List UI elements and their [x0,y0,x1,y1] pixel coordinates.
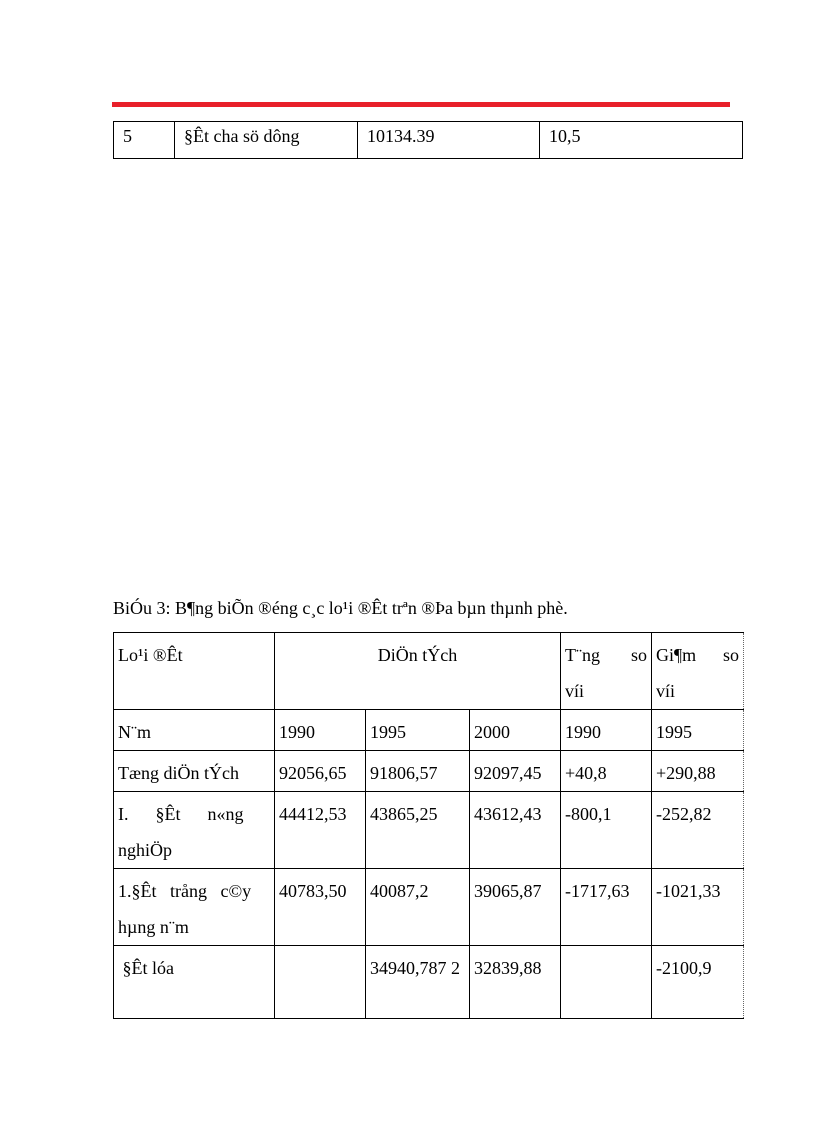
header-rule [112,102,730,107]
header-decrease-word: Gi¶m [656,645,697,665]
table-cell [561,946,652,1019]
table-cell: 2000 [470,710,561,751]
header-decrease [652,633,744,710]
table-row [114,122,743,159]
row-label-line-1: 1.§Êt trång c©y [118,881,252,901]
top-table [113,121,743,159]
table-row [114,751,744,792]
table-cell: 40783,50 [275,869,366,946]
table-cell: -800,1 [561,792,652,869]
header-increase-voi: víi [565,681,585,701]
table-cell: 44412,53 [275,792,366,869]
table-cell: 10,5 [540,122,743,159]
table-cell: 1995 [652,710,744,751]
table-cell: 92097,45 [470,751,561,792]
table-cell: -1717,63 [561,869,652,946]
table-cell: -252,82 [652,792,744,869]
header-land-type: Lo¹i ®Êt [114,633,275,710]
row-label-line-1: I. §Êt n«ng [118,804,244,824]
table-cell: 1990 [561,710,652,751]
table-cell: 1990 [275,710,366,751]
table-row [114,869,744,946]
table-cell [275,946,366,1019]
table-cell: 92056,65 [275,751,366,792]
row-label [114,869,275,946]
table-cell: N¨m [114,710,275,751]
table-cell: 1995 [366,710,470,751]
table-cell: -1021,33 [652,869,744,946]
table-cell: 39065,87 [470,869,561,946]
row-label [114,792,275,869]
row-label-line-2: nghiÖp [118,840,172,860]
header-increase-so: so [630,645,647,665]
table-cell: 34940,787 2 [366,946,470,1019]
table-cell: 91806,57 [366,751,470,792]
row-label-line-2: hµng n¨m [118,917,189,937]
table-cell: +290,88 [652,751,744,792]
row-label: §Êt lóa [114,946,275,1019]
table-cell: §Êt cha sö dông [175,122,358,159]
table-header-row [114,633,744,710]
table-cell: 43865,25 [366,792,470,869]
table-cell: +40,8 [561,751,652,792]
header-decrease-so: so [722,645,739,665]
header-increase-word: T¨ng [565,645,600,665]
table-cell: 5 [114,122,175,159]
table-cell: 32839,88 [470,946,561,1019]
table-cell: 40087,2 [366,869,470,946]
row-label: Tæng diÖn tÝch [114,751,275,792]
header-increase [561,633,652,710]
land-change-table [113,632,744,1019]
table-cell: -2100,9 [652,946,744,1019]
table-cell: 10134.39 [358,122,540,159]
table-caption: BiÓu 3: B¶ng biÕn ®éng c¸c lo¹i ®Êt trªn ®Þa bµn thµnh phè. [113,598,568,618]
table-cell: 43612,43 [470,792,561,869]
header-decrease-voi: víi [656,681,676,701]
header-area: DiÖn tÝch [275,633,561,710]
table-row [114,792,744,869]
table-row [114,946,744,1019]
year-row [114,710,744,751]
